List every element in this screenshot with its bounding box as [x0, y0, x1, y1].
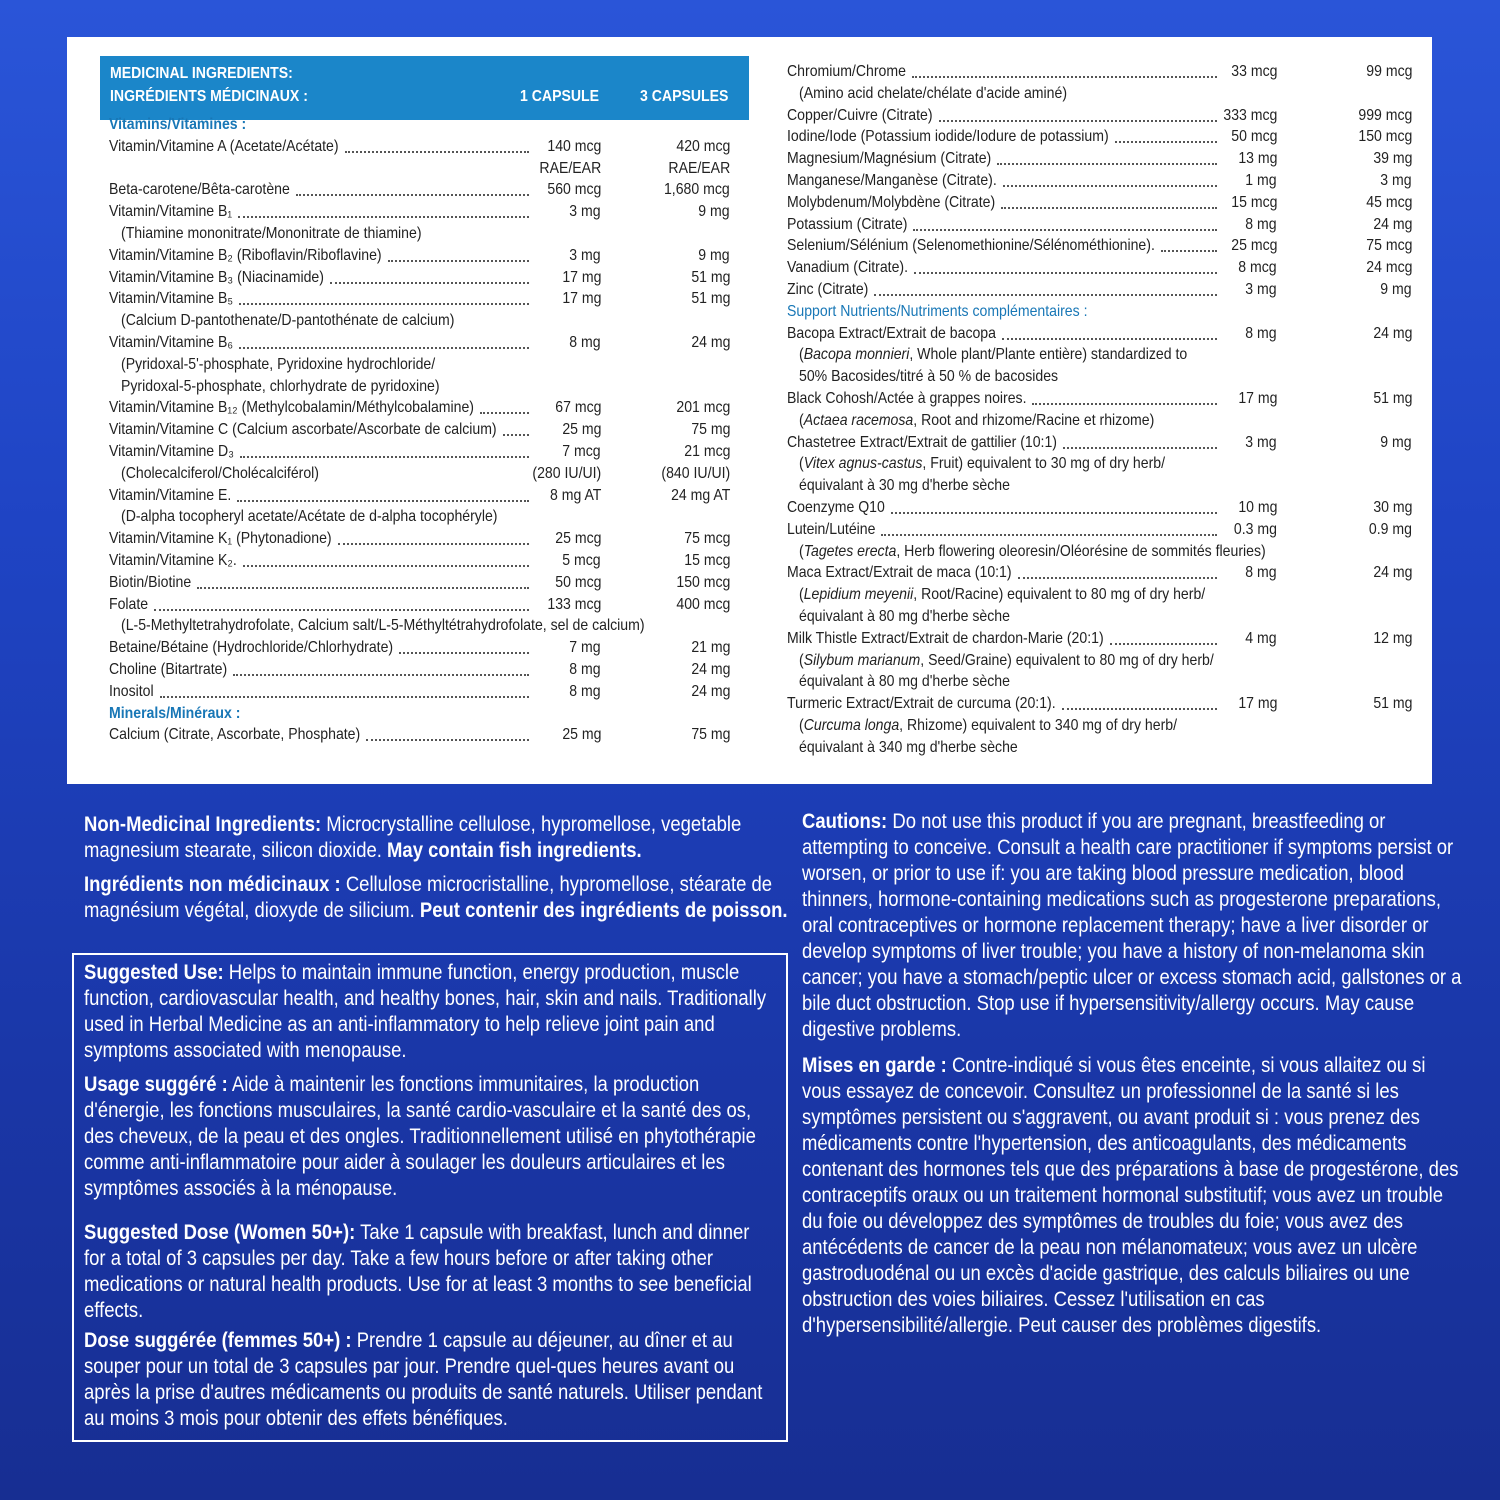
dot-leader — [913, 214, 1217, 231]
amount-3-capsules: 150 mcg — [1357, 128, 1412, 146]
amount-3-capsules: 1,680 mcg — [664, 181, 730, 199]
amount-3-capsules: 39 mg — [1372, 150, 1412, 168]
dot-leader — [330, 267, 529, 284]
ingredient-name: Iodine/Iode (Potassium iodide/Iodure de potassium) — [787, 128, 1109, 146]
amount-3-capsules: 420 mcg — [675, 137, 730, 155]
ingredient-name: (Curcuma longa, Rhizome) equivalent to 340 mg of dry herb/ — [799, 716, 1178, 734]
amount-1-capsule: 25 mcg — [1230, 237, 1277, 255]
ingredient-row — [787, 366, 1412, 388]
ingredient-name: (Amino acid chelate/chélate d'acide aminé) — [799, 84, 1068, 102]
dot-leader — [1110, 628, 1217, 645]
amount-3-capsules: 24 mg — [1372, 564, 1412, 582]
ingredient-row — [109, 681, 734, 703]
amount-3-capsules: 9 mg — [1380, 433, 1412, 451]
amount-3-capsules: 24 mg — [690, 333, 730, 351]
dot-leader — [1002, 323, 1217, 340]
amount-1-capsule: 25 mg — [561, 421, 601, 439]
amount-1-capsule: 10 mg — [1237, 498, 1277, 516]
right-ingredient-list — [787, 61, 1412, 759]
dot-leader — [239, 332, 529, 349]
amount-3-capsules: 21 mg — [690, 639, 730, 657]
ingredient-row — [109, 506, 734, 528]
dot-leader — [296, 179, 529, 196]
ingredient-name: Vitamin/Vitamine A (Acetate/Acétate) — [109, 137, 339, 155]
amount-1-capsule: 140 mcg — [546, 137, 601, 155]
amount-1-capsule: 4 mg — [1245, 629, 1277, 647]
amount-3-capsules: 400 mcg — [675, 595, 730, 613]
ingredient-row — [787, 388, 1412, 410]
ingredient-name: (Pyridoxal-5'-phosphate, Pyridoxine hydrochloride/ — [121, 355, 436, 373]
dot-leader — [240, 441, 529, 458]
amount-1-capsule: 8 mg — [569, 660, 601, 678]
dot-leader — [1161, 235, 1217, 252]
ingredient-name: (Calcium D-pantothenate/D-pantothénate de calcium) — [121, 312, 455, 330]
ingredient-row — [109, 179, 734, 201]
dot-leader — [345, 136, 529, 153]
ingredient-name: équivalant à 80 mg d'herbe sèche — [799, 673, 1010, 691]
header-title-en: MEDICINAL INGREDIENTS: — [110, 65, 293, 82]
ingredient-row — [109, 528, 734, 550]
amount-1-capsule: 17 mg — [1237, 389, 1277, 407]
ingredient-name: Maca Extract/Extrait de maca (10:1) — [787, 564, 1012, 582]
ingredient-row — [787, 650, 1412, 672]
ingredient-name: Vitamin/Vitamine E. — [109, 486, 232, 504]
dot-leader — [154, 594, 529, 611]
dot-leader — [914, 257, 1217, 274]
section-heading — [787, 301, 1412, 323]
amount-1-capsule: 8 mg — [569, 682, 601, 700]
ingredient-name: Vitamins/Vitamines : — [109, 116, 247, 133]
ingredient-row — [109, 332, 734, 354]
amount-3-capsules: 24 mg — [690, 660, 730, 678]
dot-leader — [891, 497, 1217, 514]
dot-leader — [239, 288, 529, 305]
dot-leader — [480, 397, 529, 414]
header-title-fr: INGRÉDIENTS MÉDICINAUX : — [110, 88, 308, 105]
dot-leader — [233, 659, 529, 676]
ingredient-row — [787, 432, 1412, 454]
amount-3-capsules: 9 mg — [1380, 280, 1412, 298]
ingredient-name: (Silybum marianum, Seed/Graine) equivalent to 80 mg of dry herb/ — [799, 651, 1214, 669]
ingredient-row — [787, 475, 1412, 497]
ingredient-row — [109, 223, 734, 245]
dot-leader — [1063, 432, 1217, 449]
ingredient-row — [787, 323, 1412, 345]
ingredient-row — [109, 659, 734, 681]
amount-1-capsule: 33 mcg — [1230, 63, 1277, 80]
amount-1-capsule: 8 mg — [569, 333, 601, 351]
amount-1-capsule: 3 mg — [1245, 433, 1277, 451]
ingredient-name: (D-alpha tocopheryl acetate/Acétate de d-alpha tocophéryle) — [121, 508, 498, 526]
ingredient-row — [787, 214, 1412, 236]
dot-leader — [1018, 562, 1217, 579]
ingredient-name: (Lepidium meyenii, Root/Racine) equivalent to 80 mg of dry herb/ — [799, 586, 1206, 604]
ingredient-row — [109, 572, 734, 594]
dot-leader — [939, 105, 1217, 122]
ingredient-row — [787, 83, 1412, 105]
amount-3-capsules: 75 mcg — [1365, 237, 1412, 255]
ingredient-row — [787, 410, 1412, 432]
ingredient-name: Vitamin/Vitamine K₂. — [109, 551, 237, 569]
amount-1-capsule: 0.3 mg — [1233, 520, 1277, 538]
amount-3-capsules: 24 mg — [1372, 324, 1412, 342]
amount-1-capsule: 50 mcg — [1230, 128, 1277, 146]
amount-3-capsules: 9 mg — [698, 203, 730, 221]
section-heading — [109, 114, 734, 136]
cautions-en: Cautions: Do not use this product if you are pregnant, breastfeeding or attempting to conceive. Consult a health care practitioner if symptoms persist or worsen, or prior to use if: you are taking blood pressure medication, blood thinners, hormone-containing medications such as progesterone preparations, oral contraceptives or hormone replacement therapy; have a liver disorder or develop symptoms of liver trouble; you have a history of non-melanoma skin cancer; you have a stomach/peptic ulcer or excess stomach acid, gallstones or a bile duct obstruction. Stop use if hypersensitivity/allergy occurs. May cause digestive problems. — [802, 810, 1462, 1041]
amount-1-capsule: 8 mg — [1245, 324, 1277, 342]
ingredient-name: Vitamin/Vitamine B₁ — [109, 203, 233, 221]
amount-3-capsules: 24 mcg — [1365, 259, 1412, 277]
amount-3-capsules: 15 mcg — [683, 551, 730, 569]
ingredient-name: Minerals/Minéraux : — [109, 704, 241, 722]
non-medicinal-section — [84, 812, 804, 932]
amount-1-capsule: 7 mcg — [562, 442, 601, 460]
ingredient-name: Zinc (Citrate) — [787, 280, 869, 298]
ingredient-name: (Vitex agnus-castus, Fruit) equivalent to 30 mg of dry herb/ — [799, 455, 1165, 473]
ingredient-name: Choline (Bitartrate) — [109, 660, 228, 678]
amount-3-capsules: 75 mg — [690, 726, 730, 744]
amount-3-capsules: RAE/EAR — [668, 159, 730, 177]
ingredient-row — [787, 453, 1412, 475]
amount-3-capsules: 51 mg — [1372, 695, 1412, 713]
dot-leader — [503, 419, 529, 436]
dot-leader — [874, 279, 1217, 296]
ingredient-name: Copper/Cuivre (Citrate) — [787, 106, 933, 124]
dot-leader — [399, 637, 529, 654]
ingredient-row — [109, 245, 734, 267]
amount-1-capsule: 17 mg — [561, 290, 601, 308]
ingredient-row — [109, 310, 734, 332]
amount-1-capsule: (280 IU/UI) — [532, 464, 601, 482]
ingredient-name: Beta-carotene/Bêta-carotène — [109, 181, 290, 199]
amount-1-capsule: 5 mcg — [562, 551, 601, 569]
ingredient-name: 50% Bacosides/titré à 50 % de bacosides — [799, 368, 1059, 386]
ingredient-row — [787, 148, 1412, 170]
ingredient-name: (Tagetes erecta, Herb flowering oleoresin/Oléorésine de sommités fleuries) — [799, 542, 1266, 560]
amount-3-capsules: 999 mcg — [1357, 106, 1412, 124]
ingredient-row — [109, 354, 734, 376]
ingredient-row — [109, 376, 734, 398]
ingredient-name: Betaine/Bétaine (Hydrochloride/Chlorhydrate) — [109, 639, 394, 657]
ingredient-name: Support Nutrients/Nutriments complémentaires : — [787, 302, 1088, 320]
ingredient-row — [109, 485, 734, 507]
ingredient-row — [787, 693, 1412, 715]
amount-1-capsule: 67 mcg — [554, 399, 601, 417]
ingredient-row — [109, 550, 734, 572]
dot-leader — [1062, 693, 1217, 710]
amount-1-capsule: 25 mg — [561, 726, 601, 744]
ingredient-row — [787, 628, 1412, 650]
amount-1-capsule: 8 mg AT — [549, 486, 601, 504]
amount-1-capsule: 3 mg — [569, 246, 601, 264]
ingredient-name: Vitamin/Vitamine K₁ (Phytonadione) — [109, 530, 332, 548]
ingredient-row — [787, 541, 1412, 563]
ingredient-row — [787, 192, 1412, 214]
amount-3-capsules: 150 mcg — [675, 573, 730, 591]
ingredient-row — [109, 724, 734, 746]
ingredient-row — [787, 519, 1412, 541]
ingredient-name: (Actaea racemosa, Root and rhizome/Racine et rhizome) — [799, 411, 1155, 429]
dot-leader — [1032, 388, 1217, 405]
ingredient-row — [109, 594, 734, 616]
ingredient-name: Folate — [109, 595, 149, 613]
dot-leader — [160, 681, 529, 698]
ingredient-name: équivalant à 340 mg d'herbe sèche — [799, 738, 1018, 756]
ingredient-name: Chromium/Chrome — [787, 63, 906, 80]
ingredient-row — [787, 126, 1412, 148]
ingredient-row — [109, 158, 734, 180]
amount-1-capsule: 3 mg — [1245, 280, 1277, 298]
ingredient-name: (L-5-Methyltetrahydrofolate, Calcium salt/L-5-Méthyltétrahydrofolate, sel de calcium) — [121, 617, 645, 635]
amount-1-capsule: 50 mcg — [554, 573, 601, 591]
amount-3-capsules: 51 mg — [690, 290, 730, 308]
ingredient-name: (Bacopa monnieri, Whole plant/Plante entière) standardized to — [799, 346, 1188, 364]
ingredient-row — [787, 105, 1412, 127]
header-col-1-capsule: 1 CAPSULE — [520, 88, 600, 105]
ingredient-name: Vitamin/Vitamine B₅ — [109, 290, 234, 308]
ingredient-name: Calcium (Citrate, Ascorbate, Phosphate) — [109, 726, 361, 744]
suggested-dose-en: Suggested Dose (Women 50+): Take 1 capsule with breakfast, lunch and dinner for a total of 3 capsules per day. Take a few hours before or after taking other medications or natural health products. Use for at least 3 months to see beneficial effects. — [84, 1221, 752, 1322]
amount-1-capsule: 333 mcg — [1222, 106, 1277, 124]
ingredient-row — [109, 397, 734, 419]
dot-leader — [366, 724, 529, 741]
cautions-fr: Mises en garde : Contre-indiqué si vous êtes enceinte, si vous allaitez ou si vous essayez de concevoir. Consultez un professionnel de la santé si les symptômes persistent ou s'aggravent, ou avant produit si : vous prenez des médicaments contre l'hypertension, des anticoagulants, des médicaments contenant des hormones tels que des préparations à base de progestérone, des contraceptifs oraux ou un traitement hormonal substitutif; vous avez un trouble du foie ou développez des symptômes de troubles du foie; vous avez des antécédents de cancer de la peau non mélanomateux; vous avez un ulcère gastroduodénal ou un excès d'acide gastrique, des calculs biliaires ou une obstruction des voies biliaires. Cessez l'utilisation en cas d'hypersensibilité/allergie. Peut causer des problèmes digestifs. — [802, 1054, 1459, 1337]
ingredient-row — [109, 288, 734, 310]
ingredient-row — [787, 737, 1412, 759]
ingredient-name: Bacopa Extract/Extrait de bacopa — [787, 324, 996, 342]
ingredient-name: Vitamin/Vitamine D₃ — [109, 442, 234, 460]
ingredient-row — [109, 463, 734, 485]
ingredient-row — [109, 267, 734, 289]
dot-leader — [1003, 170, 1217, 187]
ingredient-row — [787, 170, 1412, 192]
ingredient-name: Coenzyme Q10 — [787, 498, 885, 516]
ingredient-row — [787, 235, 1412, 257]
amount-3-capsules: 45 mcg — [1365, 193, 1412, 211]
amount-3-capsules: 24 mg — [690, 682, 730, 700]
dot-leader — [912, 61, 1217, 78]
ingredient-name: Potassium (Citrate) — [787, 215, 908, 233]
suggested-use-en: Suggested Use: Helps to maintain immune function, energy production, muscle function, cardiovascular health, and healthy bones, hair, skin and nails. Traditionally used in Herbal Medicine as an anti-inflammatory to help relieve joint pain and symptoms associated with menopause. — [84, 961, 767, 1062]
amount-1-capsule: RAE/EAR — [539, 159, 601, 177]
left-ingredient-list — [109, 114, 734, 746]
amount-3-capsules: 75 mg — [690, 421, 730, 439]
ingredient-name: équivalant à 30 mg d'herbe sèche — [799, 477, 1010, 495]
amount-1-capsule: 133 mcg — [546, 595, 601, 613]
amount-3-capsules: 30 mg — [1372, 498, 1412, 516]
ingredient-row — [787, 562, 1412, 584]
amount-1-capsule: 1 mg — [1245, 171, 1277, 189]
amount-3-capsules: 9 mg — [698, 246, 730, 264]
cautions-section — [802, 809, 1467, 1347]
section-heading — [109, 703, 734, 725]
ingredient-row — [109, 441, 734, 463]
ingredient-name: Pyridoxal-5-phosphate, chlorhydrate de pyridoxine) — [121, 377, 440, 395]
dot-leader — [238, 201, 529, 218]
amount-3-capsules: 3 mg — [1380, 171, 1412, 189]
amount-1-capsule: 8 mg — [1245, 564, 1277, 582]
dot-leader — [237, 485, 529, 502]
amount-3-capsules: 75 mcg — [683, 530, 730, 548]
ingredient-row — [787, 606, 1412, 628]
ingredient-name: Vitamin/Vitamine B₆ — [109, 333, 234, 351]
amount-1-capsule: 17 mg — [561, 268, 601, 286]
dot-leader — [243, 550, 529, 567]
ingredient-name: Manganese/Manganèse (Citrate). — [787, 171, 997, 189]
amount-1-capsule: 17 mg — [1237, 695, 1277, 713]
ingredient-name: Chastetree Extract/Extrait de gattilier (10:1) — [787, 433, 1057, 451]
ingredient-name: (Thiamine mononitrate/Mononitrate de thiamine) — [121, 224, 422, 242]
ingredient-row — [787, 584, 1412, 606]
ingredient-row — [787, 61, 1412, 83]
ingredient-name: Vitamin/Vitamine B₂ (Riboflavin/Riboflavine) — [109, 246, 382, 264]
ingredient-name: équivalant à 80 mg d'herbe sèche — [799, 607, 1010, 625]
amount-1-capsule: 15 mcg — [1230, 193, 1277, 211]
amount-3-capsules: 12 mg — [1372, 629, 1412, 647]
ingredient-name: Milk Thistle Extract/Extrait de chardon-Marie (20:1) — [787, 629, 1104, 647]
dot-leader — [388, 245, 529, 262]
ingredient-name: Vanadium (Citrate). — [787, 259, 909, 277]
dot-leader — [338, 528, 529, 545]
amount-3-capsules: 24 mg AT — [670, 486, 730, 504]
amount-1-capsule: 25 mcg — [554, 530, 601, 548]
amount-1-capsule: 560 mcg — [546, 181, 601, 199]
dot-leader — [881, 519, 1217, 536]
suggested-dose-fr: Dose suggérée (femmes 50+) : Prendre 1 capsule au déjeuner, au dîner et au souper pour un total de 3 capsules par jour. Prendre quel-ques heures avant ou après la prise d'autres médicaments ou produits de santé naturels. Utiliser pendant au moins 3 mois pour obtenir des effets bénéfiques. — [84, 1329, 763, 1430]
amount-1-capsule: 7 mg — [569, 639, 601, 657]
ingredient-name: Turmeric Extract/Extrait de curcuma (20:1). — [787, 695, 1056, 713]
ingredient-row — [787, 671, 1412, 693]
amount-3-capsules: 51 mg — [1372, 389, 1412, 407]
amount-3-capsules: 201 mcg — [675, 399, 730, 417]
ingredient-name: Molybdenum/Molybdène (Citrate) — [787, 193, 996, 211]
amount-3-capsules: (840 IU/UI) — [661, 464, 730, 482]
ingredient-row — [787, 257, 1412, 279]
ingredient-row — [787, 279, 1412, 301]
ingredient-name: Lutein/Lutéine — [787, 520, 876, 538]
amount-1-capsule: 3 mg — [569, 203, 601, 221]
dot-leader — [1115, 126, 1217, 143]
suggested-use-fr: Usage suggéré : Aide à maintenir les fonctions immunitaires, la production d'énergie, les fonctions musculaires, la santé cardio-vasculaire et la santé des os, des cheveux, de la peau et des ongles. Traditionnellement utilisé en phytothérapie comme anti-inflammatoire pour aider à soulager les douleurs articulaires et les symptômes associés à la ménopause. — [84, 1073, 756, 1200]
non-medicinal-fr: Ingrédients non médicinaux : Cellulose microcristalline, hypromellose, stéarate de magnésium végétal, dioxyde de silicium. Peut contenir des ingrédients de poisson. — [84, 873, 788, 922]
ingredient-name: Magnesium/Magnésium (Citrate) — [787, 150, 992, 168]
amount-1-capsule: 8 mcg — [1238, 259, 1277, 277]
amount-3-capsules: 24 mg — [1372, 215, 1412, 233]
amount-1-capsule: 8 mg — [1245, 215, 1277, 233]
amount-3-capsules: 99 mcg — [1365, 63, 1412, 80]
suggested-use-section — [84, 960, 779, 1440]
ingredient-row — [109, 419, 734, 441]
amount-1-capsule: 13 mg — [1237, 150, 1277, 168]
ingredient-name: Vitamin/Vitamine B₁₂ (Methylcobalamin/Méthylcobalamine) — [109, 399, 474, 417]
amount-3-capsules: 0.9 mg — [1368, 520, 1412, 538]
ingredient-name: (Cholecalciferol/Cholécalciférol) — [121, 464, 319, 482]
ingredient-row — [109, 615, 734, 637]
ingredient-name: Vitamin/Vitamine B₃ (Niacinamide) — [109, 268, 324, 286]
ingredient-row — [109, 136, 734, 158]
ingredient-row — [787, 344, 1412, 366]
ingredient-name: Inositol — [109, 682, 154, 700]
dot-leader — [1001, 192, 1217, 209]
ingredient-row — [109, 201, 734, 223]
ingredient-row — [787, 715, 1412, 737]
ingredient-name: Black Cohosh/Actée à grappes noires. — [787, 389, 1027, 407]
ingredient-name: Selenium/Sélénium (Selenomethionine/Sélénométhionine). — [787, 237, 1155, 255]
ingredient-name: Biotin/Biotine — [109, 573, 192, 591]
amount-3-capsules: 21 mcg — [683, 442, 730, 460]
ingredient-name: Vitamin/Vitamine C (Calcium ascorbate/Ascorbate de calcium) — [109, 421, 497, 439]
amount-3-capsules: 51 mg — [690, 268, 730, 286]
non-medicinal-en: Non-Medicinal Ingredients: Microcrystalline cellulose, hypromellose, vegetable magnesium stearate, silicon dioxide. May contain fish ingredients. — [84, 813, 742, 862]
medicinal-ingredients-header — [100, 56, 749, 120]
ingredient-row — [787, 497, 1412, 519]
dot-leader — [197, 572, 529, 589]
header-col-3-capsules: 3 CAPSULES — [640, 88, 729, 105]
dot-leader — [997, 148, 1217, 165]
ingredient-row — [109, 637, 734, 659]
